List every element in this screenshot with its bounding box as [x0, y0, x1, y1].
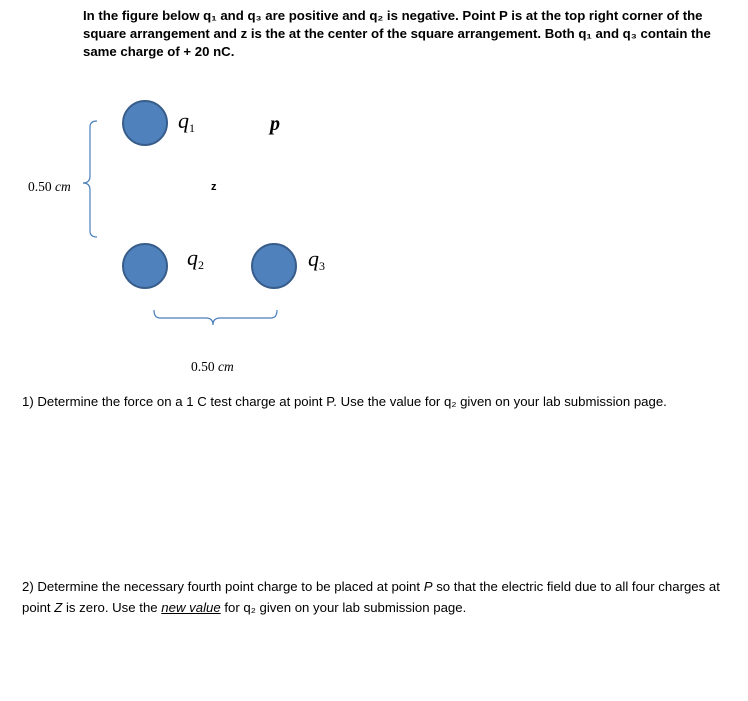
question-1: 1) Determine the force on a 1 C test charge at point P. Use the value for q₂ given on your lab submission page. — [22, 394, 667, 409]
vertical-dimension-label: 0.50 cm — [28, 179, 71, 194]
intro-paragraph: In the figure below q₁ and q₃ are positive and q₂ is negative. Point P is at the top right corner of the square arrangement and z is the at the center of the square arrangement. Both q₁ and q₃ contain the same charge of + 20 nC. — [83, 8, 711, 59]
horizontal-bracket — [154, 310, 277, 325]
label-q1: $q_1$ — [178, 108, 195, 135]
vertical-bracket — [83, 121, 97, 237]
charge-q1 — [123, 101, 167, 145]
charge-q2 — [123, 244, 167, 288]
question-2: 2) Determine the necessary fourth point charge to be placed at point P so that the electric field due to all four charges at point Z is zero. Use the new value for q₂ given on your lab submission page. — [22, 579, 720, 615]
charge-q3 — [252, 244, 296, 288]
new-value-emphasis: new value — [161, 600, 221, 615]
label-point-p: p — [270, 113, 280, 135]
label-point-z: z — [211, 181, 217, 193]
horizontal-dimension-label: 0.50 cm — [191, 359, 234, 374]
label-q3: $q_3$ — [308, 246, 325, 273]
label-q2: $q_2$ — [187, 245, 204, 272]
